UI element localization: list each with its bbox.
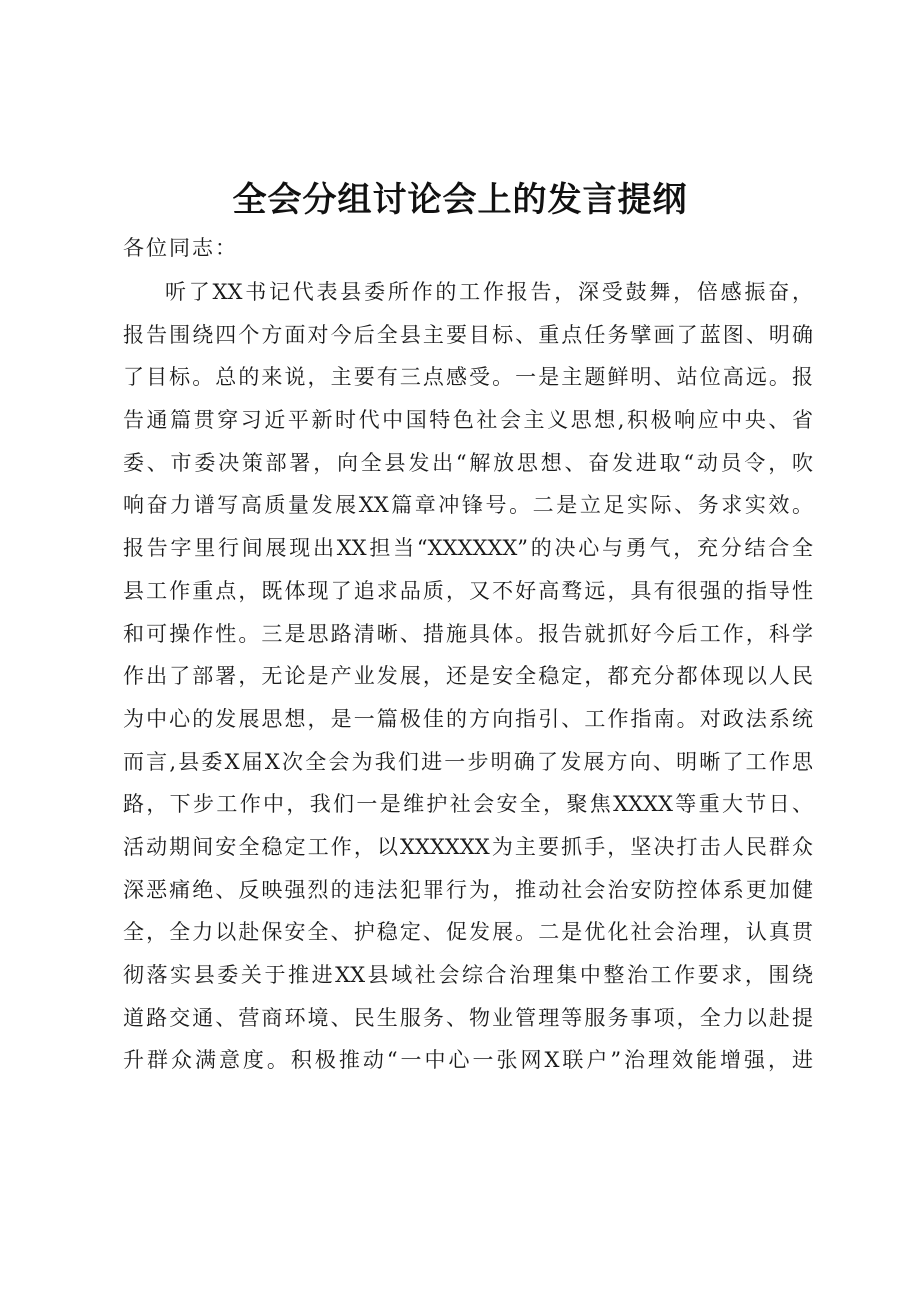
text-line: 告通篇贯穿习近平新时代中国特色社会主义思想,积极响应中央、省 bbox=[123, 408, 813, 433]
text-line: 和可操作性。三是思路清晰、措施具体。报告就抓好今后工作，科学 bbox=[123, 621, 813, 646]
text-line: 响奋力谱写高质量发展XX篇章冲锋号。二是立足实际、务求实效。 bbox=[123, 493, 813, 518]
text-line: 彻落实县委关于推进XX县域社会综合治理集中整治工作要求，围绕 bbox=[123, 963, 813, 987]
text-line: 活动期间安全稳定工作，以XXXXXX为主要抓手，坚决打击人民群众 bbox=[123, 834, 813, 859]
text-line: 全，全力以赴保安全、护稳定、促发展。二是优化社会治理，认真贯 bbox=[123, 920, 813, 945]
text-line: 听了XX书记代表县委所作的工作报告，深受鼓舞，倍感振奋， bbox=[165, 280, 813, 304]
text-line: 为中心的发展思想，是一篇极佳的方向指引、工作指南。对政法系统 bbox=[123, 706, 813, 731]
text-line: 路，下步工作中，我们一是维护社会安全，聚焦XXXX等重大节日、 bbox=[123, 792, 813, 817]
text-line: 升群众满意度。积极推动“一中心一张网X联户”治理效能增强，进 bbox=[123, 1048, 813, 1073]
text-line: 作出了部署，无论是产业发展，还是安全稳定，都充分都体现以人民 bbox=[123, 664, 813, 689]
text-line: 报告围绕四个方面对今后全县主要目标、重点任务擘画了蓝图、明确 bbox=[123, 322, 813, 347]
body-paragraph bbox=[123, 271, 813, 1082]
salutation: 各位同志： bbox=[123, 236, 238, 260]
text-line: 委、市委决策部署，向全县发出“解放思想、奋发进取“动员令，吹 bbox=[123, 450, 813, 475]
text-line: 深恶痛绝、反映强烈的违法犯罪行为，推动社会治安防控体系更加健 bbox=[123, 877, 813, 902]
text-line: 报告字里行间展现出XX担当“XXXXXX”的决心与勇气，充分结合全 bbox=[123, 536, 813, 561]
text-line: 道路交通、营商环境、民生服务、物业管理等服务事项，全力以赴提 bbox=[123, 1005, 813, 1030]
document-title: 全会分组讨论会上的发言提纲 bbox=[232, 180, 688, 220]
text-line: 了目标。总的来说，主要有三点感受。一是主题鲜明、站位高远。报 bbox=[123, 365, 813, 390]
text-line: 县工作重点，既体现了追求品质，又不好高骛远，具有很强的指导性 bbox=[123, 578, 813, 603]
text-line: 而言,县委X届X次全会为我们进一步明确了发展方向、明晰了工作思 bbox=[123, 749, 813, 774]
